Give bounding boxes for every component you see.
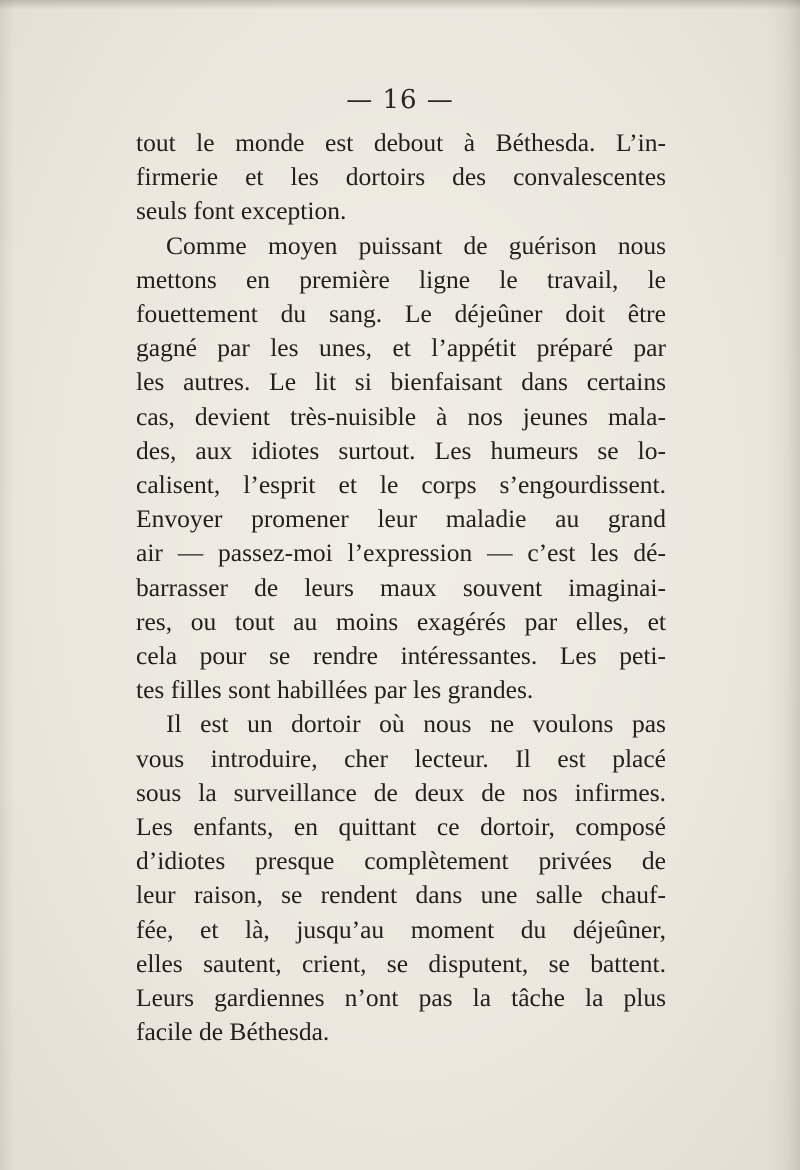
- page-top-shadow: [0, 0, 800, 10]
- text-line: mettons en première ligne le travail, le: [136, 264, 666, 294]
- text-line: cela pour se rendre intéressantes. Les peti-: [136, 641, 666, 671]
- text-line: vous introduire, cher lecteur. Il est placé: [136, 743, 666, 773]
- text-line: sous la surveillance de deux de nos infirmes.: [136, 777, 666, 807]
- text-line: fée, et là, jusqu’au moment du déjeûner,: [136, 914, 666, 944]
- text-line: tes filles sont habillées par les grandes.: [136, 675, 534, 705]
- text-line: d’idiotes presque complètement privées de: [136, 846, 666, 876]
- text-line: Les enfants, en quittant ce dortoir, composé: [136, 812, 666, 842]
- text-line: calisent, l’esprit et le corps s’engourdissent.: [136, 470, 666, 500]
- text-line: les autres. Le lit si bienfaisant dans certains: [136, 367, 666, 397]
- body-text: [136, 126, 666, 1049]
- text-line: firmerie et les dortoirs des convalescentes: [136, 162, 666, 192]
- text-line: gagné par les unes, et l’appétit préparé par: [136, 333, 666, 363]
- text-line: elles sautent, crient, se disputent, se battent.: [136, 948, 666, 978]
- text-line: facile de Béthesda.: [136, 1017, 330, 1047]
- text-line: Leurs gardiennes n’ont pas la tâche la plus: [136, 983, 666, 1013]
- text-line: cas, devient très-nuisible à nos jeunes mala-: [136, 401, 666, 431]
- text-line: Comme moyen puissant de guérison nous: [166, 230, 666, 260]
- text-line: barrasser de leurs maux souvent imaginai-: [136, 572, 666, 602]
- text-line: tout le monde est debout à Béthesda. L’in-: [136, 128, 666, 157]
- text-line: seuls font exception.: [136, 196, 347, 226]
- text-line: leur raison, se rendent dans une salle chauf-: [136, 880, 666, 910]
- text-line: res, ou tout au moins exagérés par elles, et: [136, 606, 666, 636]
- text-line: des, aux idiotes surtout. Les humeurs se lo-: [136, 435, 666, 465]
- page-number: — 16 —: [346, 85, 454, 115]
- text-line: air — passez-moi l’expression — c’est les dé-: [136, 538, 666, 568]
- text-line: Envoyer promener leur maladie au grand: [136, 504, 666, 534]
- page-right-edge: [768, 0, 800, 1170]
- text-line: Il est un dortoir où nous ne voulons pas: [166, 709, 666, 739]
- page-left-edge: [0, 0, 14, 1170]
- text-line: fouettement du sang. Le déjeûner doit être: [136, 299, 666, 329]
